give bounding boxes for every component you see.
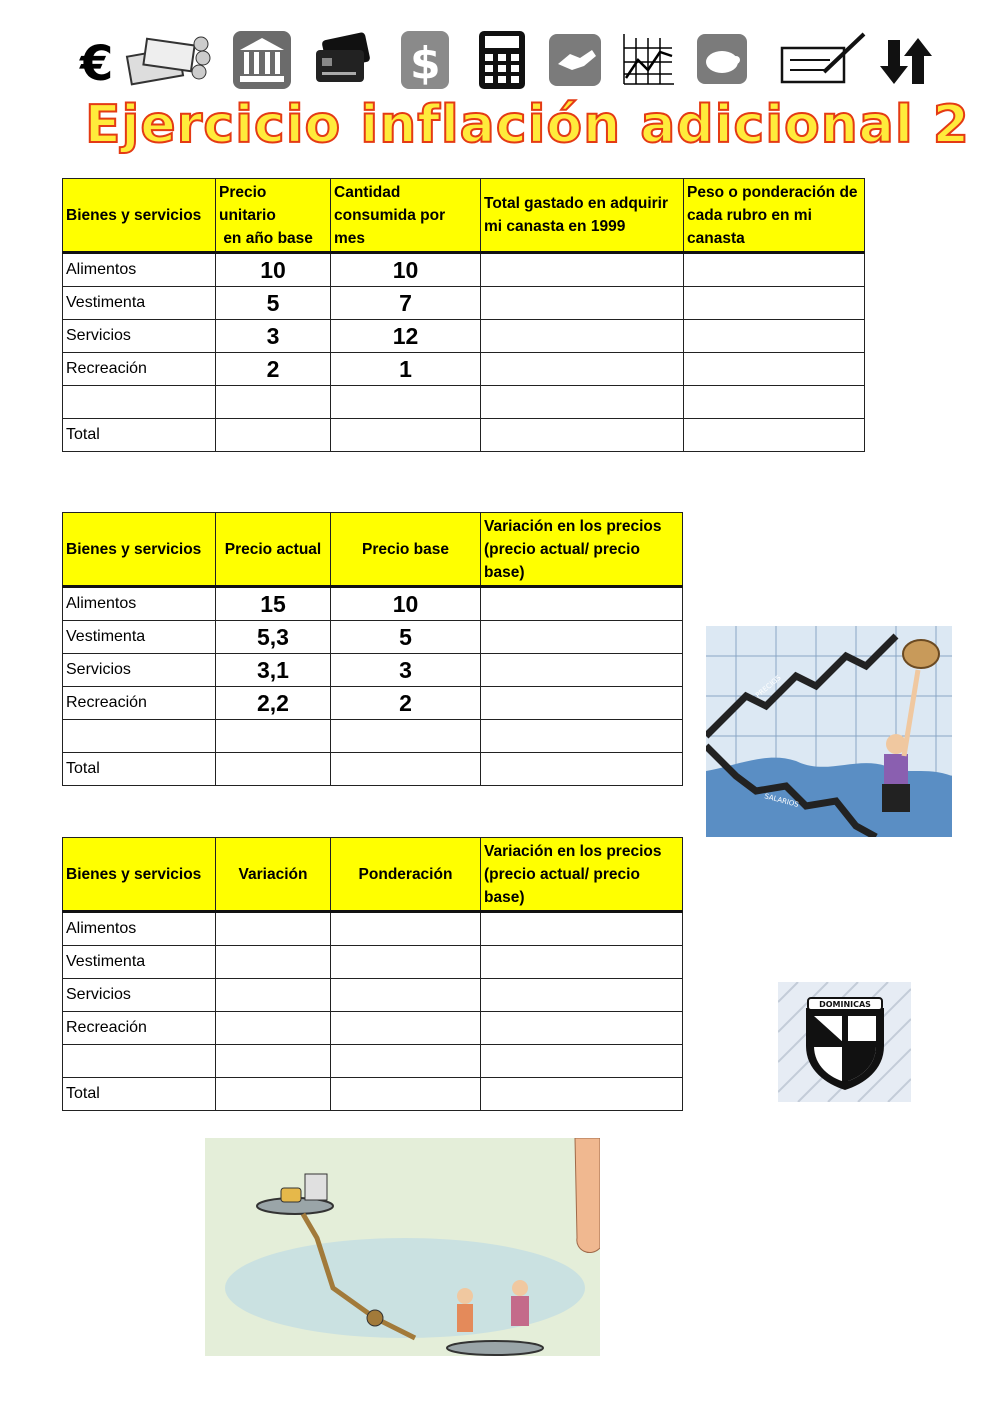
- header-cell: Precio actual: [216, 513, 331, 587]
- answer-cell[interactable]: [481, 1012, 683, 1045]
- price-cell: 10: [216, 253, 331, 287]
- answer-cell[interactable]: [481, 287, 684, 320]
- item-cell: Alimentos: [63, 912, 216, 946]
- blank-cell[interactable]: [331, 720, 481, 753]
- answer-cell[interactable]: [481, 654, 683, 687]
- answer-cell[interactable]: [481, 419, 684, 452]
- blank-cell[interactable]: [331, 386, 481, 419]
- table-row: [63, 587, 683, 621]
- blank-cell[interactable]: [331, 1045, 481, 1078]
- header-cell: Peso o ponderación de cada rubro en mi canasta: [684, 179, 865, 253]
- answer-cell[interactable]: [331, 419, 481, 452]
- total-row: [63, 753, 683, 786]
- answer-cell[interactable]: [481, 621, 683, 654]
- item-cell: Vestimenta: [63, 287, 216, 320]
- item-cell: Servicios: [63, 320, 216, 353]
- answer-cell[interactable]: [216, 912, 331, 946]
- answer-cell[interactable]: [481, 253, 684, 287]
- table-row: [63, 287, 865, 320]
- base-price-cell: 3: [331, 654, 481, 687]
- answer-cell[interactable]: [684, 320, 865, 353]
- answer-cell[interactable]: [216, 753, 331, 786]
- answer-cell[interactable]: [481, 687, 683, 720]
- answer-cell[interactable]: [331, 979, 481, 1012]
- current-price-cell: 5,3: [216, 621, 331, 654]
- blank-cell[interactable]: [216, 386, 331, 419]
- answer-cell[interactable]: [216, 946, 331, 979]
- answer-cell[interactable]: [481, 946, 683, 979]
- credit-card-icon: [312, 30, 372, 90]
- header-cell: Ponderación: [331, 838, 481, 912]
- item-cell: Recreación: [63, 1012, 216, 1045]
- qty-cell: 7: [331, 287, 481, 320]
- item-cell: Vestimenta: [63, 946, 216, 979]
- header-cell: Bienes y servicios: [63, 179, 216, 253]
- blank-cell[interactable]: [63, 1045, 216, 1078]
- table-row: [63, 687, 683, 720]
- price-cell: 2: [216, 353, 331, 386]
- answer-cell[interactable]: [331, 912, 481, 946]
- table-row: [63, 654, 683, 687]
- weighted-variation-table: [62, 837, 683, 1111]
- blank-cell[interactable]: [216, 1045, 331, 1078]
- answer-cell[interactable]: [481, 912, 683, 946]
- current-price-cell: 3,1: [216, 654, 331, 687]
- blank-cell[interactable]: [63, 720, 216, 753]
- item-cell: Servicios: [63, 654, 216, 687]
- basket-table: [62, 178, 865, 452]
- table-row: [63, 320, 865, 353]
- table-header: [63, 838, 683, 912]
- answer-cell[interactable]: [331, 1078, 481, 1111]
- table-row: [63, 253, 865, 287]
- table-row: [63, 1012, 683, 1045]
- table-header: [63, 179, 865, 253]
- item-cell: Vestimenta: [63, 621, 216, 654]
- price-cell: 3: [216, 320, 331, 353]
- item-cell: Recreación: [63, 353, 216, 386]
- blank-cell[interactable]: [63, 386, 216, 419]
- answer-cell[interactable]: [684, 287, 865, 320]
- answer-cell[interactable]: [481, 353, 684, 386]
- answer-cell[interactable]: [331, 753, 481, 786]
- blank-cell[interactable]: [481, 1045, 683, 1078]
- answer-cell[interactable]: [331, 946, 481, 979]
- answer-cell[interactable]: [216, 1012, 331, 1045]
- total-row: [63, 419, 865, 452]
- handshake-icon: [548, 30, 608, 90]
- current-price-cell: 2,2: [216, 687, 331, 720]
- blank-cell[interactable]: [481, 386, 684, 419]
- answer-cell[interactable]: [216, 979, 331, 1012]
- current-price-cell: 15: [216, 587, 331, 621]
- header-cell: Variación: [216, 838, 331, 912]
- answer-cell[interactable]: [684, 353, 865, 386]
- piggy-bank-icon: [696, 30, 756, 90]
- answer-cell[interactable]: [684, 419, 865, 452]
- chart-icon: [618, 30, 678, 90]
- price-variation-table: [62, 512, 683, 786]
- header-cell: Bienes y servicios: [63, 838, 216, 912]
- header-cell: Variación en los precios (precio actual/ precio base): [481, 838, 683, 912]
- answer-cell[interactable]: [481, 753, 683, 786]
- header-cell: Precio unitario en año base: [216, 179, 331, 253]
- total-label: Total: [63, 753, 216, 786]
- euro-icon: [72, 30, 132, 90]
- answer-cell[interactable]: [481, 1078, 683, 1111]
- table-row: [63, 621, 683, 654]
- qty-cell: 10: [331, 253, 481, 287]
- page-title: Ejercicio inflación adicional 2: [85, 95, 970, 155]
- table-row: [63, 353, 865, 386]
- table-header: [63, 513, 683, 587]
- table-row: [63, 946, 683, 979]
- qty-cell: 1: [331, 353, 481, 386]
- total-row: [63, 1078, 683, 1111]
- table-row: [63, 386, 865, 419]
- answer-cell[interactable]: [331, 1012, 481, 1045]
- answer-cell[interactable]: [216, 1078, 331, 1111]
- header-cell: Total gastado en adquirir mi canasta en 1999: [481, 179, 684, 253]
- answer-cell[interactable]: [481, 320, 684, 353]
- dollar-icon: [400, 30, 460, 90]
- arrows-up-down-icon: [880, 30, 940, 90]
- cheque-icon: [780, 30, 870, 90]
- answer-cell[interactable]: [481, 979, 683, 1012]
- svg-text:€: €: [80, 36, 114, 90]
- header-cell: Cantidad consumida por mes: [331, 179, 481, 253]
- answer-cell[interactable]: [216, 419, 331, 452]
- item-cell: Alimentos: [63, 253, 216, 287]
- table-row: [63, 1045, 683, 1078]
- table-row: [63, 720, 683, 753]
- bank-icon: [232, 30, 292, 90]
- answer-cell[interactable]: [481, 587, 683, 621]
- item-cell: Recreación: [63, 687, 216, 720]
- table-row: [63, 912, 683, 946]
- svg-text:SALARIOS: SALARIOS: [763, 792, 800, 810]
- item-cell: Alimentos: [63, 587, 216, 621]
- base-price-cell: 10: [331, 587, 481, 621]
- blank-cell[interactable]: [216, 720, 331, 753]
- svg-text:DOMINICAS: DOMINICAS: [819, 1000, 871, 1009]
- base-price-cell: 5: [331, 621, 481, 654]
- qty-cell: 12: [331, 320, 481, 353]
- blank-cell[interactable]: [481, 720, 683, 753]
- money-stack-icon: [125, 30, 215, 90]
- total-label: Total: [63, 1078, 216, 1111]
- item-cell: Servicios: [63, 979, 216, 1012]
- svg-text:PRECIOS: PRECIOS: [754, 673, 783, 700]
- scale-cartoon: [205, 1138, 600, 1356]
- header-cell: Precio base: [331, 513, 481, 587]
- calculator-icon: [475, 30, 535, 90]
- header-cell: Bienes y servicios: [63, 513, 216, 587]
- base-price-cell: 2: [331, 687, 481, 720]
- prices-salaries-cartoon: [706, 626, 952, 837]
- blank-cell[interactable]: [684, 386, 865, 419]
- table-row: [63, 979, 683, 1012]
- price-cell: 5: [216, 287, 331, 320]
- dominicas-logo: [778, 982, 911, 1102]
- svg-text:$: $: [410, 38, 441, 89]
- total-label: Total: [63, 419, 216, 452]
- header-cell: Variación en los precios (precio actual/ precio base): [481, 513, 683, 587]
- answer-cell[interactable]: [684, 253, 865, 287]
